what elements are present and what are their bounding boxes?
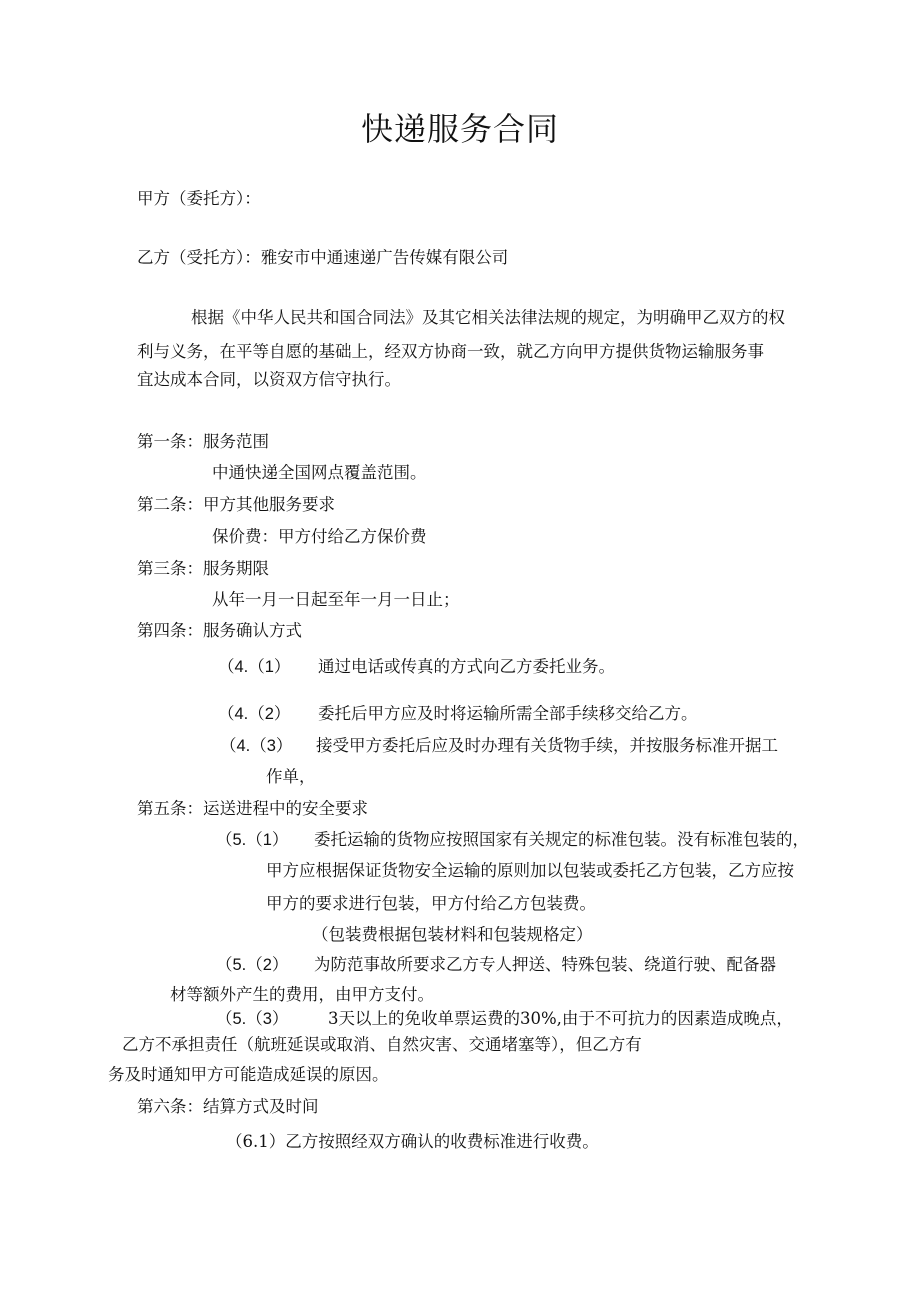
article-4-item-2-text: 委托后甲方应及时将运输所需全部手续移交给乙方。 <box>318 704 698 723</box>
article-4-item-2-number: （4.（2） <box>218 705 291 723</box>
article-3-body: 从年一月一日起至年一月一日止； <box>212 590 460 609</box>
article-5-item-2-line-2: 材等额外产生的费用，由甲方支付。 <box>170 985 434 1004</box>
article-5-item-3-number: （5.（3） <box>216 1010 289 1028</box>
article-2-heading: 第二条：甲方其他服务要求 <box>137 495 335 514</box>
article-5-item-1-number: （5.（1） <box>216 831 289 849</box>
article-5-item-3-text: 3天以上的免收单票运费的30%,由于不可抗力的因素造成晚点， <box>328 1009 793 1028</box>
article-5-heading: 第五条：运送进程中的安全要求 <box>137 799 368 818</box>
article-5-item-1-text: 委托运输的货物应按照国家有关规定的标准包装。没有标准包装的， <box>314 830 809 849</box>
article-6-item-1: （6.1）乙方按照经双方确认的收费标准进行收费。 <box>226 1132 599 1151</box>
article-1-heading: 第一条：服务范围 <box>137 432 269 451</box>
party-a-line: 甲方（委托方）： <box>137 189 261 208</box>
article-6-heading: 第六条：结算方式及时间 <box>137 1097 319 1116</box>
article-1-body: 中通快递全国网点覆盖范围。 <box>212 463 427 482</box>
preamble-line-2: 利与义务，在平等自愿的基础上，经双方协商一致，就乙方向甲方提供货物运输服务事 <box>137 342 764 361</box>
article-4-item-3-text: 接受甲方委托后应及时办理有关货物手续，并按服务标准开据工 <box>316 736 778 755</box>
article-5-item-3-line-3: 务及时通知甲方可能造成延误的原因。 <box>108 1065 389 1084</box>
article-4-item-3-continuation: 作单， <box>266 767 316 786</box>
article-5-item-2-number: （5.（2） <box>216 956 289 974</box>
article-4-item-3-number: （4.（3） <box>220 737 293 755</box>
article-5-item-1-note: （包装费根据包装材料和包装规格定） <box>312 925 593 944</box>
article-2-body: 保价费：甲方付给乙方保价费 <box>212 527 427 546</box>
party-b-line: 乙方（受托方）：雅安市中通速递广告传媒有限公司 <box>137 248 509 267</box>
article-4-item-1-number: （4.（1） <box>218 658 291 676</box>
preamble-line-1: 根据《中华人民共和国合同法》及其它相关法律法规的规定，为明确甲乙双方的权 <box>191 308 785 327</box>
article-5-item-1-line-2: 甲方应根据保证货物安全运输的原则加以包装或委托乙方包装，乙方应按 <box>266 861 794 880</box>
article-4-heading: 第四条：服务确认方式 <box>137 621 302 640</box>
article-5-item-2-text: 为防范事故所要求乙方专人押送、特殊包装、绕道行驶、配备器 <box>314 955 776 974</box>
article-5-item-1-line-3: 甲方的要求进行包装，甲方付给乙方包装费。 <box>266 894 596 913</box>
contract-title: 快递服务合同 <box>360 110 559 148</box>
preamble-line-3: 宜达成本合同，以资双方信守执行。 <box>137 370 401 389</box>
article-5-item-3-line-2: 乙方不承担责任（航班延误或取消、自然灾害、交通堵塞等），但乙方有 <box>122 1035 642 1054</box>
article-3-heading: 第三条：服务期限 <box>137 559 269 578</box>
article-4-item-1-text: 通过电话或传真的方式向乙方委托业务。 <box>318 657 615 676</box>
